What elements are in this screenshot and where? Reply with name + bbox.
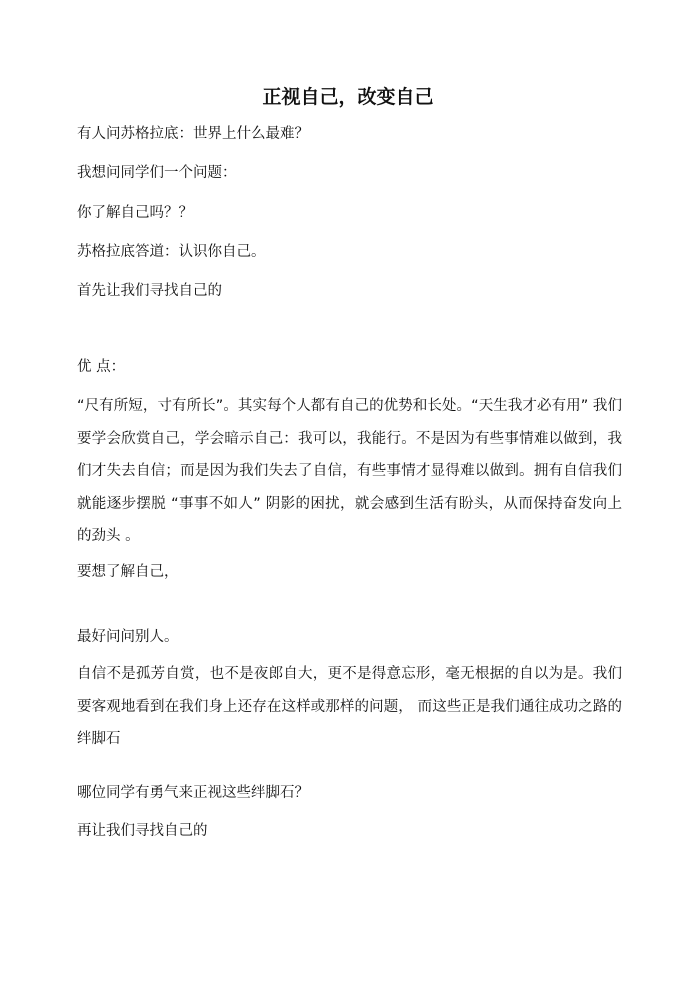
text-line-ask-others: 最好问问别人。: [77, 629, 179, 645]
paragraph-confidence: “尺有所短，寸有所长”。其实每个人都有自己的优势和长处。“天生我才必有用” 我们要学会欣赏自己，学会暗示自己：我可以，我能行。不是因为有些事情难以做到，我们才失去自信；而是因为我们失去了自信，有些事情才显得难以做到。拥有自信我们就能逐步摆脱 “事事不如人” 阴影的困扰，就会感到生活有盼头，从而保持奋发向上的劲头 。: [77, 398, 622, 544]
paragraph-self-confidence-meaning: 自信不是孤芳自赏，也不是夜郎自大，更不是得意忘形，毫无根据的自以为是。我们要客观地看到在我们身上还存在这样或那样的问题， 而这些正是我们通往成功之路的绊脚石: [77, 666, 622, 747]
section-heading-strengths: 优 点：: [77, 359, 126, 375]
text-line-question: 有人问苏格拉底：世界上什么最难？: [77, 126, 309, 142]
document-title: 正视自己，改变自己: [262, 86, 434, 108]
text-line-know-yourself: 你了解自己吗？？: [77, 205, 193, 221]
text-line-understand-self: 要想了解自己，: [77, 564, 179, 580]
text-line-socrates-answer: 苏格拉底答道：认识你自己。: [77, 244, 266, 260]
text-line-ask-students: 我想问同学们一个问题：: [77, 165, 237, 181]
text-line-courage-question: 哪位同学有勇气来正视这些绊脚石？: [77, 785, 309, 801]
text-line-find-self-again: 再让我们寻找自己的: [77, 823, 208, 839]
text-line-find-self: 首先让我们寻找自己的: [77, 283, 222, 299]
